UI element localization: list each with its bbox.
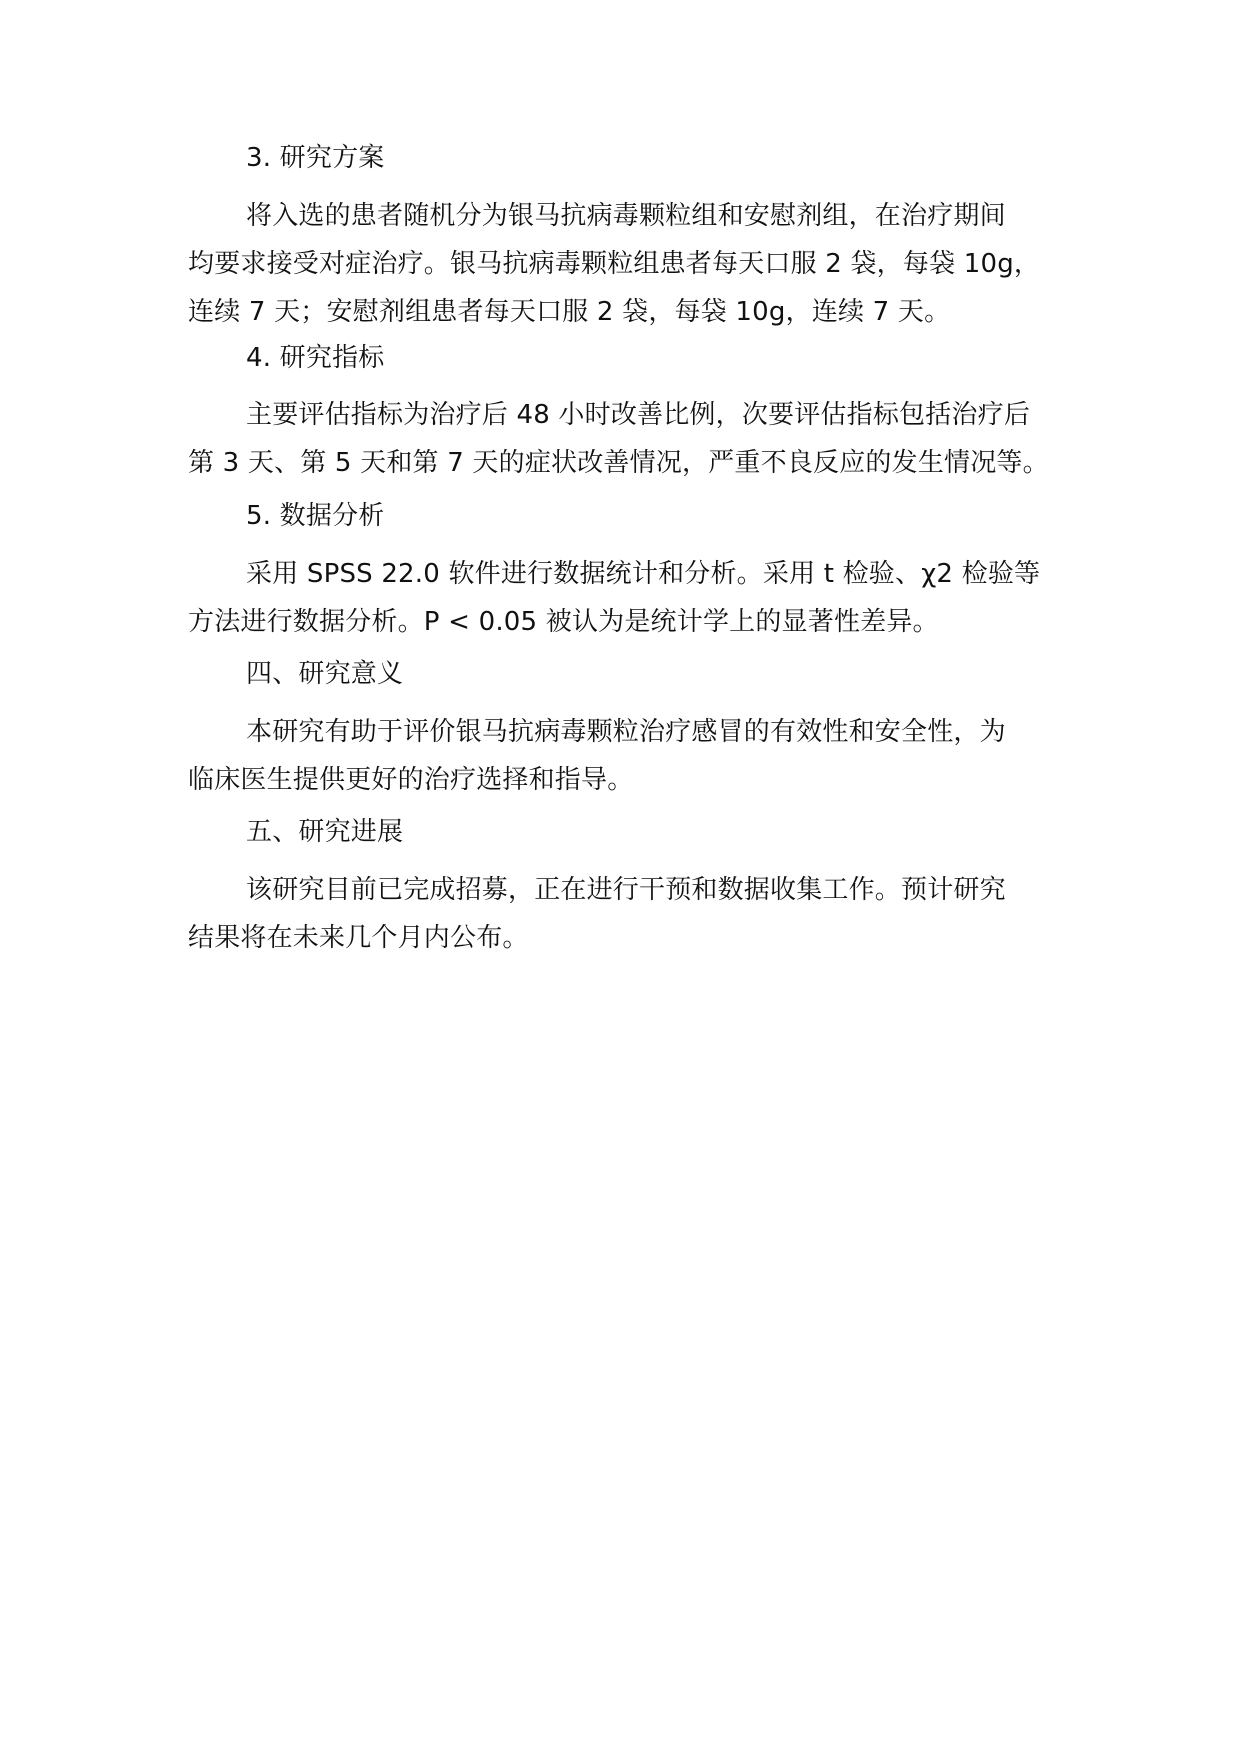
paragraph-line: 第 3 天、第 5 天和第 7 天的症状改善情况，严重不良反应的发生情况等。 bbox=[188, 448, 1049, 478]
paragraph-line: 连续 7 天；安慰剂组患者每天口服 2 袋，每袋 10g，连续 7 天。 bbox=[188, 297, 951, 327]
paragraph-line: 方法进行数据分析。P < 0.05 被认为是统计学上的显著性差异。 bbox=[188, 607, 939, 637]
section-heading-research-significance: 四、研究意义 bbox=[246, 659, 404, 689]
paragraph-line: 均要求接受对症治疗。银马抗病毒颗粒组患者每天口服 2 袋，每袋 10g， bbox=[188, 249, 1041, 279]
paragraph-research-indicators bbox=[188, 391, 1068, 487]
section-heading-research-plan: 3. 研究方案 bbox=[246, 143, 385, 173]
paragraph-research-plan bbox=[188, 192, 1068, 336]
section-heading-research-progress: 五、研究进展 bbox=[246, 817, 404, 847]
paragraph-line: 临床医生提供更好的治疗选择和指导。 bbox=[188, 765, 634, 795]
section-heading-research-indicators: 4. 研究指标 bbox=[246, 343, 385, 373]
paragraph-line: 将入选的患者随机分为银马抗病毒颗粒组和安慰剂组，在治疗期间 bbox=[246, 201, 1006, 231]
section-heading-data-analysis: 5. 数据分析 bbox=[246, 501, 385, 531]
paragraph-research-significance bbox=[188, 708, 1068, 804]
paragraph-line: 本研究有助于评价银马抗病毒颗粒治疗感冒的有效性和安全性，为 bbox=[246, 717, 1006, 747]
paragraph-line: 采用 SPSS 22.0 软件进行数据统计和分析。采用 t 检验、χ2 检验等 bbox=[246, 559, 1041, 589]
paragraph-data-analysis bbox=[188, 550, 1068, 646]
paragraph-line: 主要评估指标为治疗后 48 小时改善比例，次要评估指标包括治疗后 bbox=[246, 400, 1031, 430]
paragraph-line: 该研究目前已完成招募，正在进行干预和数据收集工作。预计研究 bbox=[246, 875, 1006, 905]
paragraph-line: 结果将在未来几个月内公布。 bbox=[188, 923, 529, 953]
paragraph-research-progress bbox=[188, 866, 1068, 962]
